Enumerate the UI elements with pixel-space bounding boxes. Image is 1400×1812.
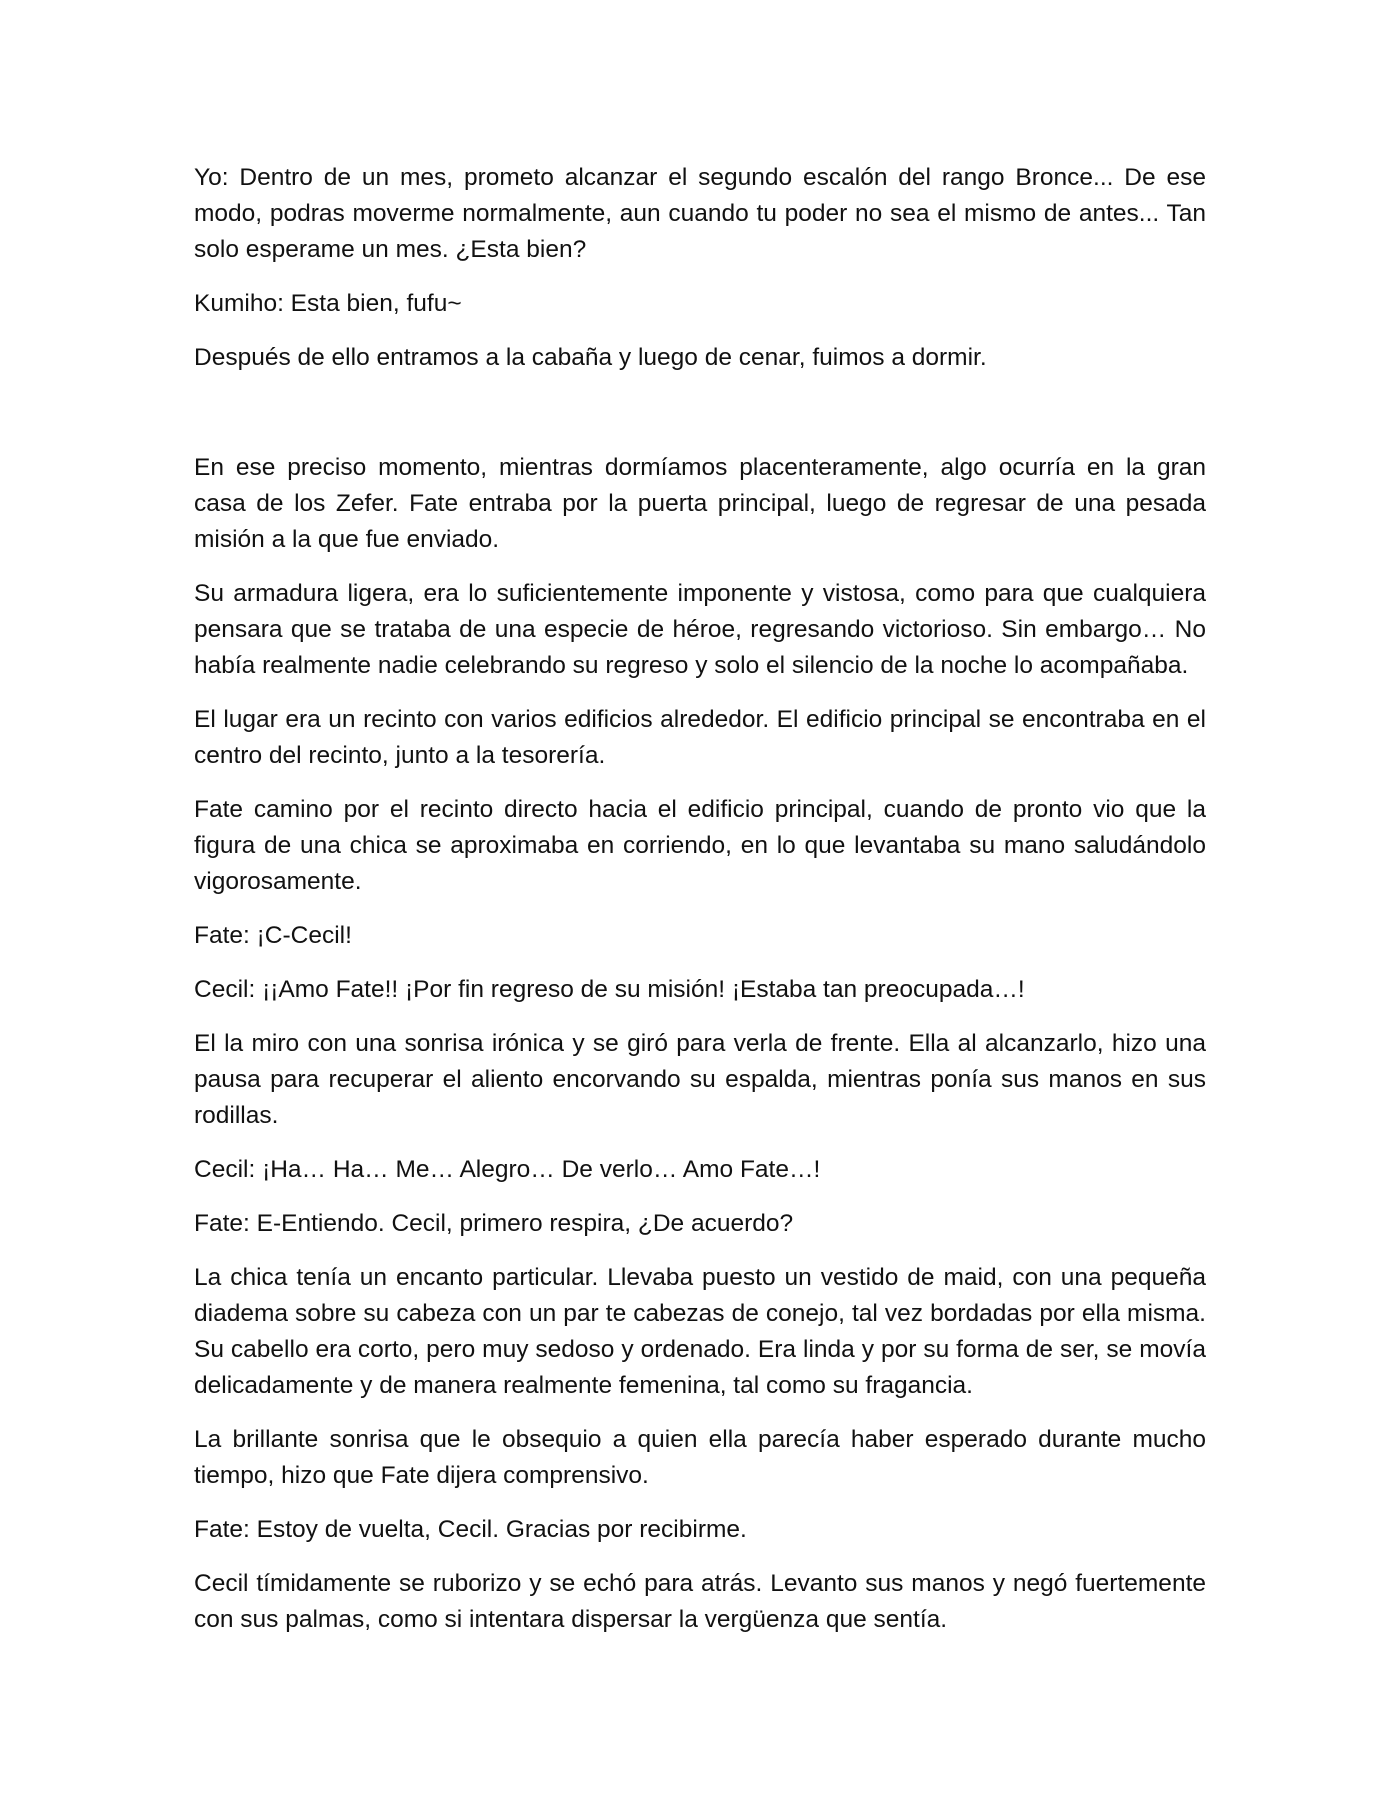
- paragraph: Su armadura ligera, era lo suficientemente imponente y vistosa, como para que cualquiera pensara que se trataba de una especie de héroe, regresando victorioso. Sin embargo… No había realmente nadie celebrando su regreso y solo el silencio de la noche lo acompañaba.: [194, 580, 1206, 679]
- paragraph: La brillante sonrisa que le obsequio a quien ella parecía haber esperado durante mucho tiempo, hizo que Fate dijera comprensivo.: [194, 1426, 1206, 1489]
- document-body: [194, 160, 1206, 1656]
- paragraph: Cecil: ¡Ha… Ha… Me… Alegro… De verlo… Amo Fate…!: [194, 1156, 821, 1183]
- paragraph: En ese preciso momento, mientras dormíamos placenteramente, algo ocurría en la gran casa de los Zefer. Fate entraba por la puerta principal, luego de regresar de una pesada misión a la que fue enviado.: [194, 454, 1206, 553]
- paragraph: Cecil: ¡¡Amo Fate!! ¡Por fin regreso de su misión! ¡Estaba tan preocupada…!: [194, 976, 1025, 1003]
- paragraph: El la miro con una sonrisa irónica y se giró para verla de frente. Ella al alcanzarlo, hizo una pausa para recuperar el aliento encorvando su espalda, mientras ponía sus manos en sus rodillas.: [194, 1030, 1206, 1129]
- paragraph: Después de ello entramos a la cabaña y luego de cenar, fuimos a dormir.: [194, 344, 987, 371]
- paragraph: La chica tenía un encanto particular. Llevaba puesto un vestido de maid, con una pequeña diadema sobre su cabeza con un par te cabezas de conejo, tal vez bordadas por ella misma. Su cabello era corto, pero muy sedoso y ordenado. Era linda y por su forma de ser, se movía delicadamente y de manera realmente femenina, tal como su fragancia.: [194, 1264, 1206, 1399]
- paragraph: Cecil tímidamente se ruborizo y se echó para atrás. Levanto sus manos y negó fuertemente con sus palmas, como si intentara dispersar la vergüenza que sentía.: [194, 1570, 1206, 1633]
- section-break: [194, 394, 1206, 450]
- paragraph: Kumiho: Esta bien, fufu~: [194, 290, 462, 317]
- paragraph: El lugar era un recinto con varios edificios alrededor. El edificio principal se encontraba en el centro del recinto, junto a la tesorería.: [194, 706, 1206, 769]
- paragraph: Fate: ¡C-Cecil!: [194, 922, 352, 949]
- paragraph: Yo: Dentro de un mes, prometo alcanzar el segundo escalón del rango Bronce... De ese modo, podras moverme normalmente, aun cuando tu poder no sea el mismo de antes... Tan solo esperame un mes. ¿Esta bien?: [194, 164, 1206, 263]
- paragraph: Fate: Estoy de vuelta, Cecil. Gracias por recibirme.: [194, 1516, 747, 1543]
- paragraph: Fate: E-Entiendo. Cecil, primero respira, ¿De acuerdo?: [194, 1210, 794, 1237]
- paragraph: Fate camino por el recinto directo hacia el edificio principal, cuando de pronto vio que la figura de una chica se aproximaba en corriendo, en lo que levantaba su mano saludándolo vigorosamente.: [194, 796, 1206, 895]
